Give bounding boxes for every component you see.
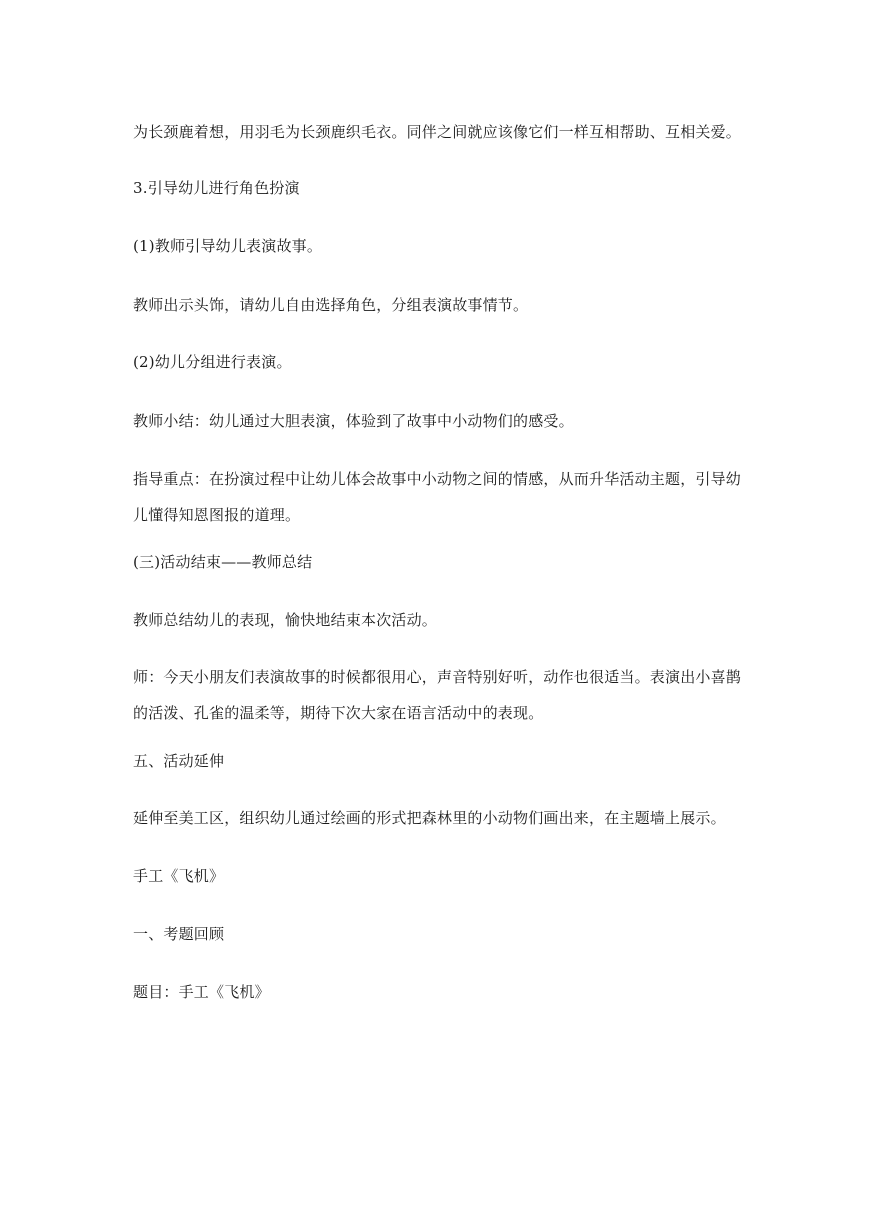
paragraph-teacher-summary: 教师小结：幼儿通过大胆表演，体验到了故事中小动物们的感受。 xyxy=(133,412,574,430)
subheading-group-performance: (2)幼儿分组进行表演。 xyxy=(133,353,292,371)
paragraph-summarize-performance: 教师总结幼儿的表现，愉快地结束本次活动。 xyxy=(133,611,438,629)
subheading-teacher-guides: (1)教师引导幼儿表演故事。 xyxy=(133,237,323,255)
heading-activity-extension: 五、活动延伸 xyxy=(133,752,225,770)
paragraph-teacher-remarks: 师：今天小朋友们表演故事的时候都很用心，声音特别好听，动作也很适当。表演出小喜鹊的活泼、孔雀的温柔等，期待下次大家在语言活动中的表现。 xyxy=(133,668,742,722)
heading-role-play: 3.引导幼儿进行角色扮演 xyxy=(133,179,300,197)
heading-exam-review: 一、考题回顾 xyxy=(133,925,225,943)
heading-handcraft-airplane: 手工《飞机》 xyxy=(133,867,225,885)
paragraph-art-corner: 延伸至美工区，组织幼儿通过绘画的形式把森林里的小动物们画出来，在主题墙上展示。 xyxy=(133,809,726,827)
paragraph-headwear: 教师出示头饰，请幼儿自由选择角色，分组表演故事情节。 xyxy=(133,296,529,314)
heading-activity-end: (三)活动结束——教师总结 xyxy=(133,553,313,571)
paragraph-help-each-other: 为长颈鹿着想，用羽毛为长颈鹿织毛衣。同伴之间就应该像它们一样互相帮助、互相关爱。 xyxy=(133,123,742,141)
paragraph-exam-topic: 题目：手工《飞机》 xyxy=(133,983,270,1001)
paragraph-guidance-focus: 指导重点：在扮演过程中让幼儿体会故事中小动物之间的情感，从而升华活动主题，引导幼儿懂得知恩图报的道理。 xyxy=(133,470,742,524)
